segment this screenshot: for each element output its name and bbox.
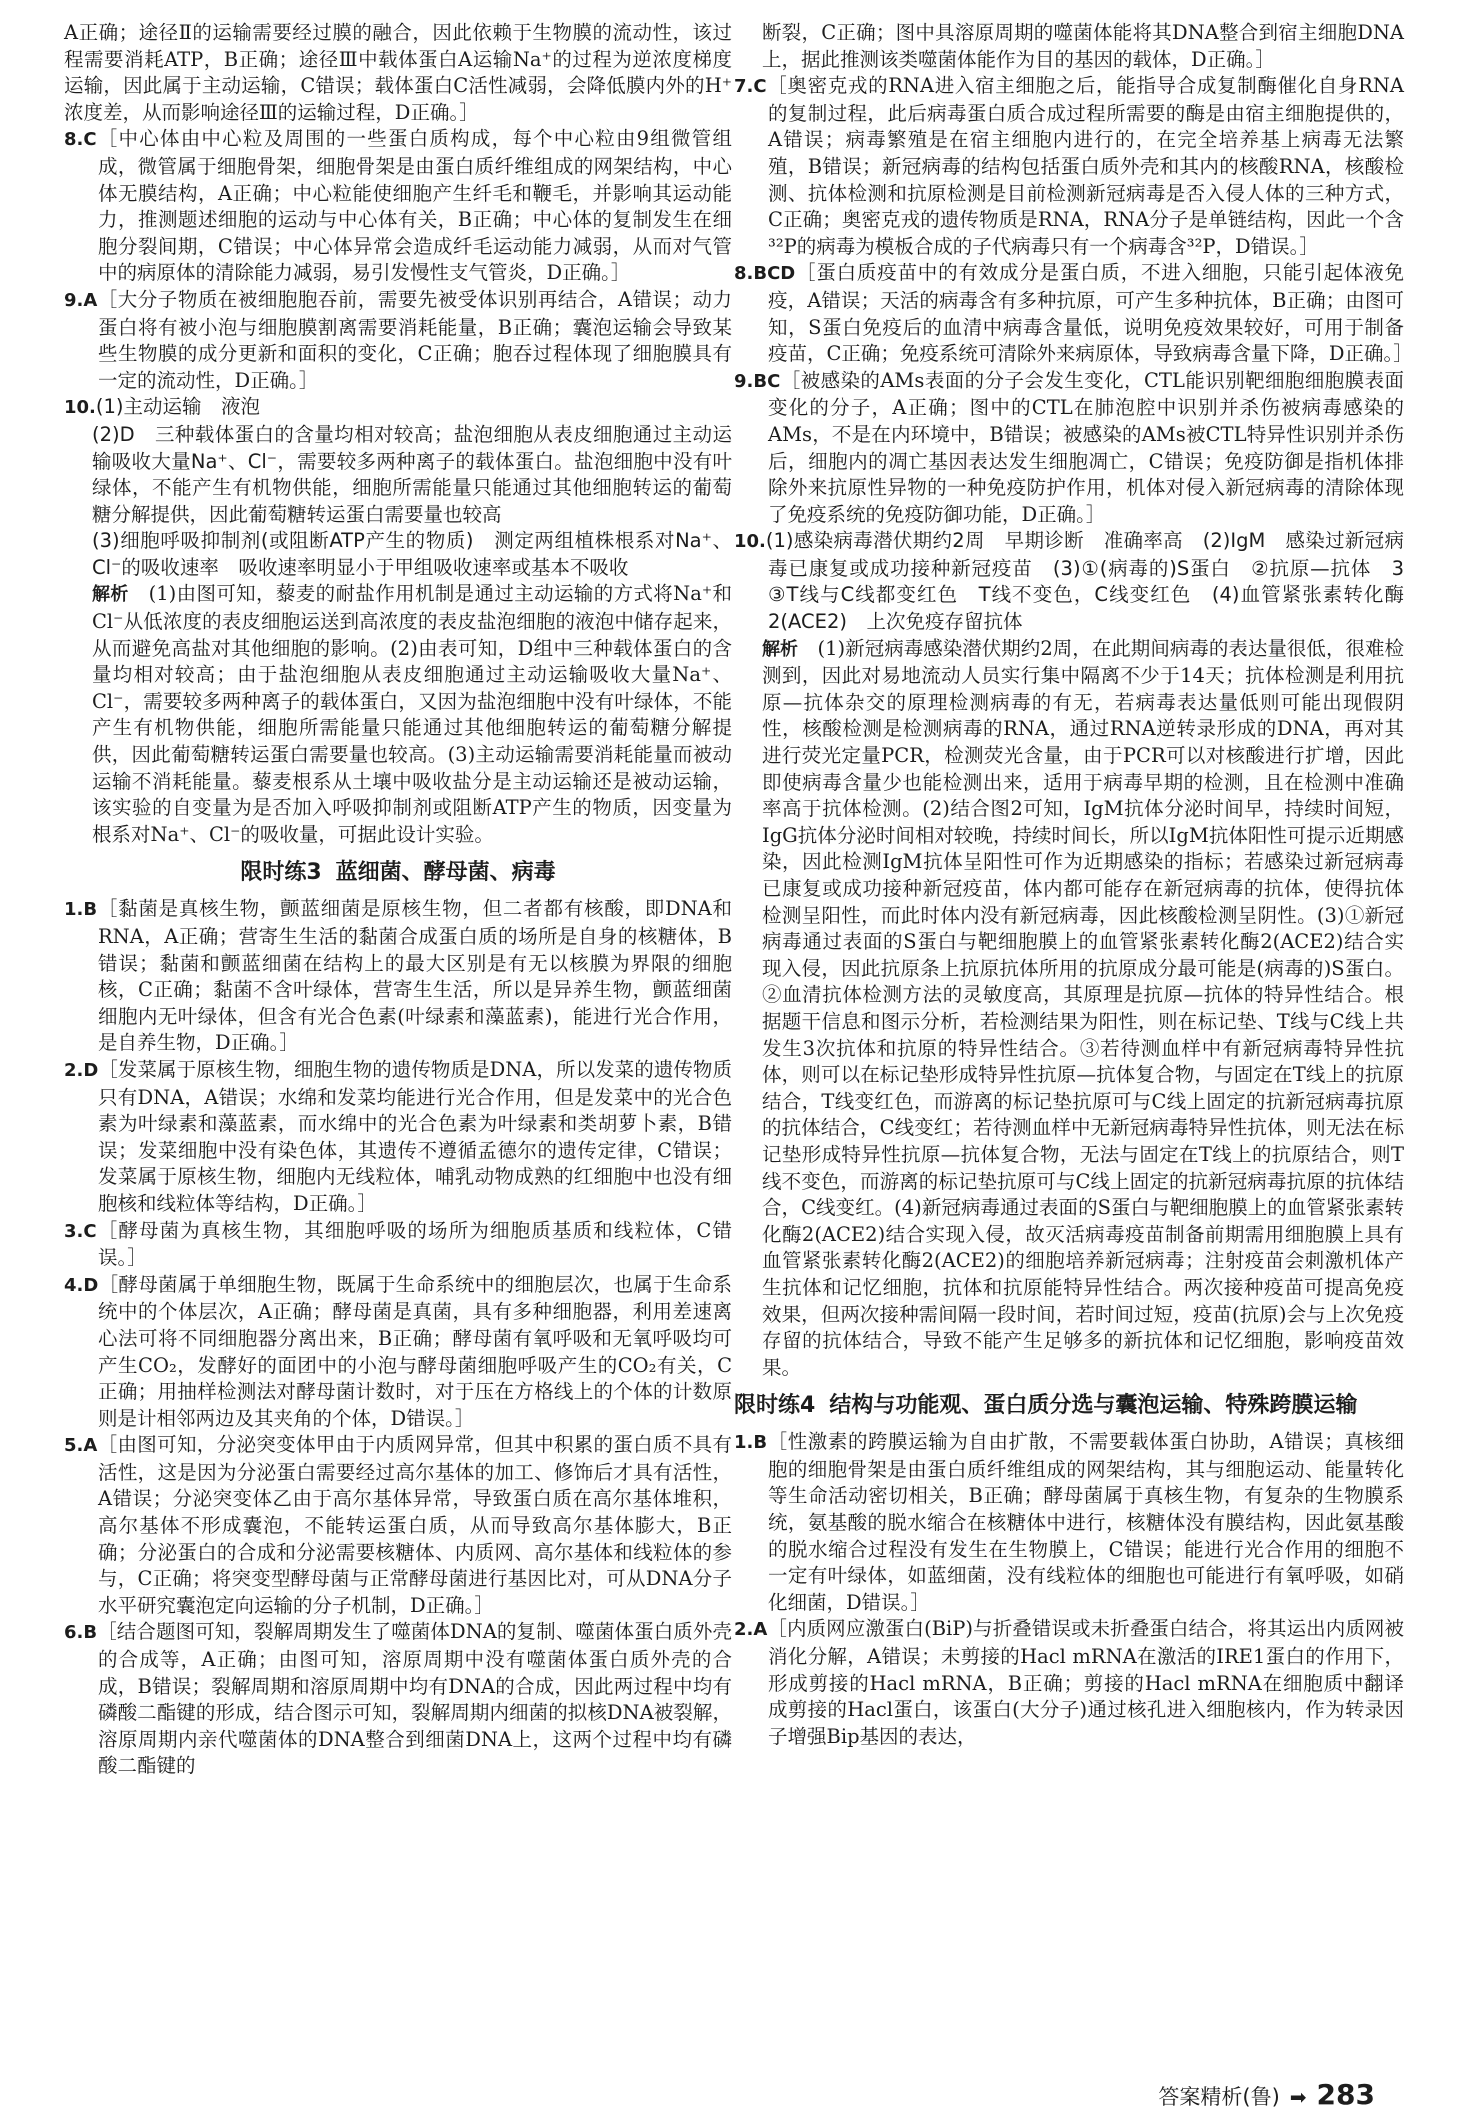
explanation [64, 581, 732, 848]
item-number: 2.D [64, 1059, 99, 1081]
answer-item-1 [64, 896, 732, 1057]
section-title: 结构与功能观、蛋白质分选与囊泡运输、特殊跨膜运输 [829, 1393, 1358, 1419]
item-text: ［奥密克戎的RNA进入宿主细胞之后，能指导合成复制酶催化自身RNA的复制过程，此后病毒蛋白质合成过程所需要的酶是由宿主细胞提供的，A错误；病毒繁殖是在宿主细胞内进行的，在完全培养基上病毒无法繁殖，B错误；新冠病毒的结构包括蛋白质外壳和其内的核酸RNA，核酸检测、抗体检测和抗原检测是目前检测新冠病毒是否入侵人体的三种方式，C正确；奥密克戎的遗传物质是RNA，RNA分子是单链结构，因此一个含³²P的病毒为模板合成的子代病毒只有一个病毒含³²P，D错误。］ [766, 74, 1404, 258]
item-number: 7.C [734, 76, 767, 98]
item-number: 10. [734, 531, 766, 553]
answer-text: (1)感染病毒潜伏期约2周 早期诊断 准确率高 (2)IgM 感染过新冠病毒已康复或成功接种新冠疫苗 (3)①(病毒的)S蛋白 ②抗原—抗体 3 ③T线与C线都变红色 T线不变色，C线变红色 (4)血管紧张素转化酶2(ACE2) 上次免疫存留抗体 [765, 529, 1424, 634]
section-heading-3 [64, 858, 732, 888]
answer-item-9 [64, 287, 732, 394]
answer-item-10 [64, 394, 732, 422]
item-number: 9.BC [734, 370, 781, 392]
answer-item-8 [734, 260, 1413, 367]
item-number: 3.C [64, 1220, 97, 1242]
answer-item-5 [64, 1432, 732, 1619]
item-number: 2.A [734, 1619, 768, 1641]
section-number: 限时练3 [240, 860, 322, 886]
page-number: 283 [1316, 2078, 1375, 2111]
item-number: 1.B [64, 899, 98, 921]
footer-label: 答案精析(鲁) [1158, 2085, 1280, 2109]
item-text: ［大分子物质在被细胞胞吞前，需要先被受体识别再结合，A错误；动力蛋白将有被小泡与细胞膜割离需要消耗能量，B正确；囊泡运输会导致某些生物膜的成分更新和面积的变化，C正确；胞吞过程体现了细胞膜具有一定的流动性，D正确。］ [97, 287, 732, 392]
item-number: 9.A [64, 289, 98, 311]
answer-item-1 [734, 1429, 1404, 1616]
answer-item-3 [64, 1218, 732, 1272]
explanation-label: 解析 [762, 638, 799, 660]
section-title: 蓝细菌、酵母菌、病毒 [335, 860, 556, 886]
left-column [64, 20, 732, 1780]
answer-item-2 [64, 1057, 732, 1218]
section-number: 限时练4 [734, 1393, 816, 1419]
answer-item-9 [734, 368, 1404, 529]
item-text: ［黏菌是真核生物，颤蓝细菌是原核生物，但二者都有核酸，即DNA和RNA，A正确；营寄生生活的黏菌合成蛋白质的场所是自身的核糖体，B错误；黏菌和颤蓝细菌在结构上的最大区别是有无以核膜为界限的细胞核，C正确；黏菌不含叶绿体，营寄生生活，所以是异养生物，颤蓝细菌细胞内无叶绿体，但含有光合色素(叶绿素和藻蓝素)，能进行光合作用，是自养生物，D正确。］ [97, 897, 732, 1055]
item-text: ［酵母菌属于单细胞生物，既属于生命系统中的细胞层次，也属于生命系统中的个体层次，A正确；酵母菌是真菌，具有多种细胞器，利用差速离心法可将不同细胞器分离出来，B正确；酵母菌有氧呼吸和无氧呼吸均可产生CO₂，发酵好的面团中的小泡与酵母菌细胞呼吸产生的CO₂有关，C正确；用抽样检测法对酵母菌计数时，对于压在方格线上的个体的计数原则是计相邻两边及其夹角的个体，D错误。］ [98, 1272, 732, 1430]
page-footer [1158, 2078, 1375, 2111]
item-text: ［结合题图可知，裂解周期发生了噬菌体DNA的复制、噬菌体蛋白质外壳的合成等，A正确；由图可知，溶原周期中没有噬菌体蛋白质外壳的合成，B错误；裂解周期和溶原周期中均有DNA的合成，因此两过程中均有磷酸二酯键的形成，结合图示可知，裂解周期内细菌的拟核DNA被裂解，溶原周期内亲代噬菌体的DNA整合到细菌DNA上，这两个过程中均有磷酸二酯键的 [97, 1620, 732, 1778]
explanation-label: 解析 [92, 584, 129, 606]
explanation-text: (1)新冠病毒感染潜伏期约2周，在此期间病毒的表达量很低，很难检测到，因此对易地流动人员实行集中隔离不少于14天；抗体检测是利用抗原—抗体杂交的原理检测病毒的有无，若病毒表达量低则可能出现假阴性，核酸检测是检测病毒的RNA，通过RNA逆转录形成的DNA，再对其进行荧光定量PCR，检测荧光含量，由于PCR可以对核酸进行扩增，因此即使病毒含量少也能检测出来，适用于病毒早期的检测，且在检测中准确率高于抗体检测。(2)结合图2可知，IgM抗体分泌时间早，持续时间短，IgG抗体分泌时间相对较晚，持续时间长，所以IgM抗体阳性可提示近期感染，因此检测IgM抗体呈阳性可作为近期感染的指标；若感染过新冠病毒已康复或成功接种新冠疫苗，体内都可能存在新冠病毒的抗体，使得抗体检测呈阳性，而此时体内没有新冠病毒，因此核酸检测呈阴性。(3)①新冠病毒通过表面的S蛋白与靶细胞膜上的血管紧张素转化酶2(ACE2)结合实现入侵，因此抗原条上抗原抗体所用的抗原成分最可能是(病毒的)S蛋白。②血清抗体检测方法的灵敏度高，其原理是抗原—抗体的特异性结合。根据题干信息和图示分析，若检测结果为阳性，则在标记垫、T线与C线上共发生3次抗体和抗原的特异性结合。③若待测血样中有新冠病毒特异性抗体，则可以在标记垫形成特异性抗原—抗体复合物，与固定在T线上的抗原结合，T线变红色，而游离的标记垫抗原可与C线上固定的抗新冠病毒抗原的抗体结合，C线变红；若待测血样中无新冠病毒特异性抗体，则无法在标记垫形成特异性抗原—抗体复合物，无法与固定在T线上的抗原结合，则T线不变色，而游离的标记垫抗原可与C线上固定的抗新冠病毒抗原的抗体结合，C线变红。(4)新冠病毒通过表面的S蛋白与靶细胞膜上的血管紧张素转化酶2(ACE2)结合实现入侵，故灭活病毒疫苗制备前期需用细胞膜上具有血管紧张素转化酶2(ACE2)的细胞培养新冠病毒；注射疫苗会刺激机体产生抗体和记忆细胞，抗体和抗原能特异性结合。两次接种疫苗可提高免疫效果，但两次接种需间隔一段时间，若时间过短，疫苗(抗原)会与上次免疫存留的抗体结合，导致不能产生足够多的新抗体和记忆细胞，影响疫苗效果。 [762, 636, 1404, 1379]
item-text: ［内质网应激蛋白(BiP)与折叠错误或未折叠蛋白结合，将其运出内质网被消化分解，A错误；未剪接的Hacl mRNA在激活的IRE1蛋白的作用下，形成剪接的Hacl mRNA，B正确；剪接的Hacl mRNA在细胞质中翻译成剪接的Hacl蛋白，该蛋白(大分子)通过核孔进入细胞核内，作为转录因子增强Bip基因的表达， [767, 1617, 1404, 1748]
item-text: ［蛋白质疫苗中的有效成分是蛋白质，不进入细胞，只能引起体液免疫，A错误；天活的病毒含有多种抗原，可产生多种抗体，B正确；由图可知，S蛋白免疫后的血清中病毒含量低，说明免疫效果较好，可用于制备疫苗，C正确；免疫系统可清除外来病原体，导致病毒含量下降，D正确。］ [768, 261, 1413, 366]
item-text: ［中心体由中心粒及周围的一些蛋白质构成，每个中心粒由9组微管组成，微管属于细胞骨架，细胞骨架是由蛋白质纤维组成的网架结构，中心体无膜结构，A正确；中心粒能使细胞产生纤毛和鞭毛，并影响其运动能力，推测题述细胞的运动与中心体有关，B正确；中心体的复制发生在细胞分裂间期，C错误；中心体异常会造成纤毛运动能力减弱，从而对气管中的病原体的清除能力减弱，易引发慢性支气管炎，D正确。］ [96, 127, 732, 285]
arrow-right-icon: ➡ [1289, 2085, 1307, 2109]
answer-part-2: (2)D 三种载体蛋白的含量均相对较高；盐泡细胞从表皮细胞通过主动运输吸收大量Na⁺、Cl⁻，需要较多两种离子的载体蛋白。盐泡细胞中没有叶绿体，不能产生有机物供能，细胞所需能量只能通过其他细胞转运的葡萄糖分解提供，因此葡萄糖转运蛋白需要量也较高 [92, 422, 732, 526]
item-number: 8.C [64, 129, 97, 151]
explanation-text: (1)由图可知，藜麦的耐盐作用机制是通过主动运输的方式将Na⁺和Cl⁻从低浓度的表皮细胞运送到高浓度的表皮盐泡细胞的液泡中储存起来，从而避免高盐对其他细胞的影响。(2)由表可知，D组中三种载体蛋白的含量均相对较高；由于盐泡细胞从表皮细胞通过主动运输吸收大量Na⁺、Cl⁻，需要较多两种离子的载体蛋白，又因为盐泡细胞中没有叶绿体，不能产生有机物供能，细胞所需能量只能通过其他细胞转运的葡萄糖分解提供，因此葡萄糖转运蛋白需要量也较高。(3)主动运输需要消耗能量而被动运输不消耗能量。藜麦根系从土壤中吸收盐分是主动运输还是被动运输，该实验的自变量为是否加入呼吸抑制剂或阻断ATP产生的物质，因变量为根系对Na⁺、Cl⁻的吸收量，可据此设计实验。 [92, 582, 733, 846]
right-column [734, 20, 1424, 1750]
answer-item-10 [734, 528, 1424, 635]
item-text: ［酵母菌为真核生物，其细胞呼吸的场所为细胞质基质和线粒体，C错误。］ [96, 1218, 732, 1270]
item-text: ［性激素的跨膜运输为自由扩散，不需要载体蛋白协助，A错误；真核细胞的细胞骨架是由蛋白质纤维组成的网架结构，其与细胞运动、能量转化等生命活动密切相关，B正确；酵母菌属于真核生物，有复杂的生物膜系统，氨基酸的脱水缩合在核糖体中进行，核糖体没有膜结构，因此氨基酸的脱水缩合过程没有发生在生物膜上，C错误；能进行光合作用的细胞不一定有叶绿体，如蓝细菌，没有线粒体的细胞也可能进行有氧呼吸，如硝化细菌，D错误。］ [767, 1430, 1404, 1614]
item-text: ［由图可知，分泌突变体甲由于内质网异常，但其中积累的蛋白质不具有活性，这是因为分泌蛋白需要经过高尔基体的加工、修饰后才具有活性，A错误；分泌突变体乙由于高尔基体异常，导致蛋白质在高尔基体堆积，高尔基体不形成囊泡，不能转运蛋白质，从而导致高尔基体膨大，B正确；分泌蛋白的合成和分泌需要核糖体、内质网、高尔基体和线粒体的参与，C正确；将突变型酵母菌与正常酵母菌进行基因比对，可从DNA分子水平研究囊泡定向运输的分子机制，D正确。］ [97, 1433, 732, 1617]
answer-item-7 [734, 73, 1404, 260]
answer-item-8 [64, 126, 732, 287]
item-number: 10. [64, 397, 96, 419]
item-text: ［被感染的AMs表面的分子会发生变化，CTL能识别靶细胞细胞膜表面变化的分子，A正确；图中的CTL在肺泡腔中识别并杀伤被病毒感染的AMs，不是在内环境中，B错误；被感染的AMs被CTL特异性识别并杀伤后，细胞内的凋亡基因表达发生细胞凋亡，C错误；免疫防御是指机体排除外来抗原性异物的一种免疫防护作用，机体对侵入新冠病毒的清除体现了免疫系统的免疫防御功能，D正确。］ [768, 368, 1404, 526]
answer-item-6 [64, 1619, 732, 1780]
section-heading-4 [734, 1391, 1404, 1421]
item-number: 1.B [734, 1432, 768, 1454]
answer-part-1: (1)主动运输 液泡 [95, 395, 261, 419]
item-number: 4.D [64, 1274, 99, 1296]
answer-item-2 [734, 1616, 1404, 1750]
answer-continuation: A正确；途径Ⅱ的运输需要经过膜的融合，因此依赖于生物膜的流动性，该过程需要消耗ATP，B正确；途径Ⅲ中载体蛋白A运输Na⁺的过程为逆浓度梯度运输，因此属于主动运输，C错误；载体蛋白C活性减弱，会降低膜内外的H⁺浓度差，从而影响途径Ⅲ的运输过程，D正确。］ [64, 21, 732, 124]
item-number: 6.B [64, 1622, 98, 1644]
explanation [734, 636, 1404, 1382]
answer-item-4 [64, 1272, 732, 1433]
item-number: 8.BCD [734, 263, 796, 285]
answer-part-3: (3)细胞呼吸抑制剂(或阻断ATP产生的物质) 测定两组植株根系对Na⁺、Cl⁻的吸收速率 吸收速率明显小于甲组吸收速率或基本不吸收 [92, 529, 732, 579]
item-text: ［发菜属于原核生物，细胞生物的遗传物质是DNA，所以发菜的遗传物质只有DNA，A错误；水绵和发菜均能进行光合作用，但是发菜中的光合色素为叶绿素和藻蓝素，而水绵中的光合色素为叶绿素和类胡萝卜素，B错误；发菜细胞中没有染色体，其遗传不遵循孟德尔的遗传定律，C错误；发菜属于原核生物，细胞内无线粒体，哺乳动物成熟的红细胞中也没有细胞核和线粒体等结构，D正确。］ [98, 1057, 732, 1215]
item-number: 5.A [64, 1435, 98, 1457]
answer-continuation: 断裂，C正确；图中具溶原周期的噬菌体能将其DNA整合到宿主细胞DNA上，据此推测该类噬菌体能作为目的基因的载体，D正确。］ [762, 21, 1404, 71]
